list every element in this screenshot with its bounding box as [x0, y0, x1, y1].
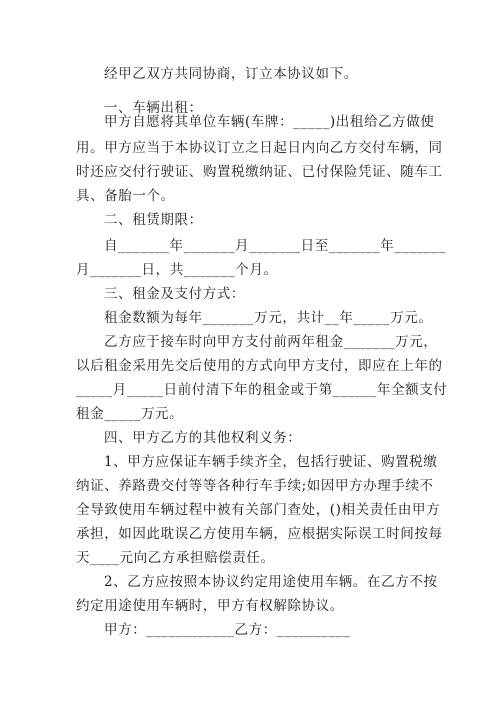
paragraph-line: 具、备胎一个。 [76, 188, 175, 204]
section-heading-rights-obligations: 四、甲方乙方的其他权利义务： [104, 430, 302, 446]
paragraph-line: 甲方自愿将其单位车辆(车牌：_____)出租给乙方做使 [104, 114, 435, 130]
section-heading-rent-payment: 三、租金及支付方式： [104, 286, 245, 302]
paragraph-line: 租金数额为每年_______万元，共计__年_____万元。 [104, 310, 433, 326]
paragraph-line: 约定用途使用车辆时，甲方有权解除协议。 [76, 598, 344, 614]
paragraph-line: 乙方应于接车时向甲方支付前两年租金_______万元， [104, 334, 438, 350]
paragraph-line: 2、乙方应按照本协议约定用途使用车辆。在乙方不按 [104, 574, 438, 590]
paragraph-line: 租金_____万元。 [76, 406, 184, 422]
section-heading-vehicle-rental: 一、车辆出租： [104, 100, 203, 116]
paragraph-line: _____月_____日前付清下年的租金或于第______年全额支付 [76, 382, 448, 398]
paragraph-line: 承担，如因此耽误乙方使用车辆，应根据实际误工时间按每 [76, 526, 443, 542]
intro-line: 经甲乙双方共同协商，订立本协议如下。 [104, 66, 358, 82]
paragraph-line: 自_______年_______月_______日至_______年_______ [104, 238, 446, 254]
paragraph-line: 以后租金采用先交后使用的方式向甲方支付，即应在上年的 [76, 358, 443, 374]
paragraph-line: 用。甲方应当于本协议订立之日起日内向乙方交付车辆，同 [76, 140, 443, 156]
paragraph-line: 纳证、养路费交付等等各种行车手续;如因甲方办理手续不 [76, 478, 434, 494]
signature-line: 甲方：____________乙方：__________ [104, 622, 351, 638]
paragraph-line: 时还应交付行驶证、购置税缴纳证、已付保险凭证、随车工 [76, 164, 443, 180]
section-heading-lease-term: 二、租赁期限： [104, 212, 203, 228]
paragraph-line: 全导致使用车辆过程中被有关部门查处，()相关责任由甲方 [76, 502, 441, 518]
paragraph-line: 1、甲方应保证车辆手续齐全，包括行驶证、购置税缴 [104, 454, 438, 470]
paragraph-line: 月_______日，共_______个月。 [76, 262, 278, 278]
paragraph-line: 天____元向乙方承担赔偿责任。 [76, 550, 275, 566]
